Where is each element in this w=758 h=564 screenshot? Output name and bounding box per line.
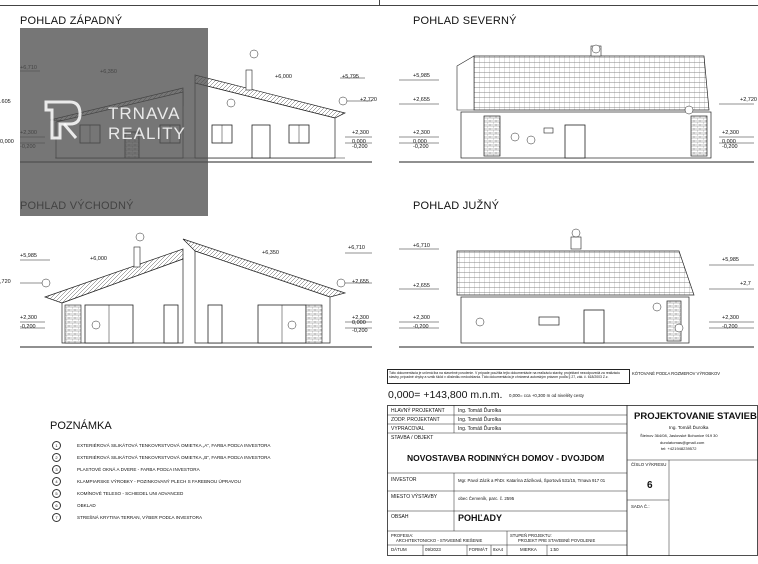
- east-level-right-1: +6,710: [348, 245, 365, 251]
- note-item: [52, 489, 183, 498]
- tb-label-format: FORMÁT: [469, 547, 488, 552]
- north-level-left-1: +5,985: [413, 73, 430, 79]
- east-level-right-3: +2,300: [352, 315, 369, 321]
- north-level-right-3: 0,000: [722, 139, 736, 145]
- sada-label: SADA Č.:: [631, 504, 650, 509]
- note-text: PLASTOVÉ OKNÁ A DVERE - FARBA PODĽA INVESTORA: [77, 467, 200, 472]
- view-title-west: POHLAD ZÁPADNÝ: [20, 15, 123, 27]
- south-elevation-drawing: [379, 225, 758, 360]
- north-level-right-1: +2,720: [740, 97, 757, 103]
- east-level-left-2: ,720: [0, 279, 11, 285]
- north-elevation-drawing: [379, 40, 758, 175]
- east-level-top-1: +6,000: [90, 256, 107, 262]
- south-level-right-1: +5,985: [722, 257, 739, 263]
- east-level-top-2: +6,350: [262, 250, 279, 256]
- south-level-left-2: +2,655: [413, 283, 430, 289]
- company-email: durolatomas@gmail.com: [660, 440, 705, 445]
- tb-value-miesto: obec Červeník, parc. č. 2595: [458, 496, 515, 501]
- west-level-left-2: .605: [0, 99, 11, 105]
- view-title-south: POHLAD JUŽNÝ: [413, 200, 500, 212]
- north-level-right-2: +2,300: [722, 130, 739, 136]
- tb-value-stavba: NOVOSTAVBA RODINNÝCH DOMOV - DVOJDOM: [407, 453, 605, 463]
- tb-value-obsah: POHĽADY: [458, 513, 503, 523]
- note-number: 3: [52, 465, 61, 474]
- note-number: 5: [52, 489, 61, 498]
- elevation-main: 0,000= +143,800 m.n.m.: [388, 389, 503, 401]
- note-number: 7: [52, 513, 61, 522]
- note-text: STREŠNÁ KRYTINA TERRAN, VÝBER PODĽA INVESTORA: [77, 515, 203, 520]
- watermark-line2: REALITY: [108, 124, 186, 143]
- note-number: 4: [52, 477, 61, 486]
- west-level-right-2: +2,720: [360, 97, 377, 103]
- note-text: EXTERIÉROVÁ SILIKÁTOVÁ TENKOVRSTVOVÁ OMIETKA „A“, FARBA PODĽA INVESTORA: [77, 443, 271, 448]
- tb-label-mierka: MIERKA: [520, 547, 537, 552]
- note-text: OBKLAD: [77, 503, 96, 508]
- south-level-right-4: -0,200: [722, 324, 738, 330]
- note-item: [52, 465, 200, 474]
- tb-label-profesia: PROFESIA:: [391, 533, 414, 538]
- tb-value-investor: Mgr. Pavol Zázik a PhDr. Katarína Zázíková, Športová 531/15, Trnava 917 01: [458, 478, 606, 483]
- east-level-left-4: -0,200: [20, 324, 36, 330]
- note-item: [52, 453, 271, 462]
- note-item: [52, 441, 271, 450]
- note-number: 1: [52, 441, 61, 450]
- watermark-overlay: [20, 28, 208, 216]
- east-level-right-2: +2,655: [352, 279, 369, 285]
- east-level-left-3: +2,300: [20, 315, 37, 321]
- elevation-note: 0,000= cca +0,300 m od niveléty cesty: [509, 393, 584, 398]
- cislo-label: ČÍSLO VÝKRESU: [631, 462, 667, 467]
- east-level-right-4: 0,000: [352, 320, 366, 326]
- note-number: 6: [52, 501, 61, 510]
- tb-label-zodp: ZODP. PROJEKTANT: [391, 417, 440, 423]
- north-level-left-4: 0,000: [413, 139, 427, 145]
- cislo-value: 6: [647, 480, 653, 491]
- tb-value-hlavny: Ing. Tomáš Ďurolka: [458, 408, 501, 414]
- top-tick: [379, 0, 380, 5]
- tb-value-zodp: Ing. Tomáš Ďurolka: [458, 417, 501, 423]
- company-person: Ing. Tomáš Ďurolka: [669, 425, 709, 430]
- note-item: [52, 477, 241, 486]
- tb-label-stavba: STAVBA / OBJEKT: [391, 435, 434, 441]
- south-level-left-3: +2,300: [413, 315, 430, 321]
- west-level-right-3: +2,300: [352, 130, 369, 136]
- west-level-left-4: 0,000: [0, 139, 14, 145]
- tb-label-obsah: OBSAH: [391, 514, 409, 520]
- note-text: KLAMPIARSKE VÝROBKY - POZINKOVANÝ PLECH S FAREBNOU ÚPRAVOU: [77, 479, 241, 484]
- south-level-right-3: +2,300: [722, 315, 739, 321]
- south-level-right-2: +2,7: [740, 281, 751, 287]
- company-name: PROJEKTOVANIE STAVIEB: [634, 411, 757, 422]
- disclaimer-box: Táto dokumentácia je určená iba na stavebné povolenie. V prípade použitia tejto dokumentácie na realizáciu stavby, projektant nezodpovedá za realizáciu stavby, prípadné chyby a vznik škôd v dôsledku nedodržania. Táto dokumentácia je chránená autorským právom podľa § 27, zák. č. 618/2003 Z.z.: [387, 369, 630, 384]
- east-elevation-drawing: [0, 225, 379, 360]
- tb-value-format: 8xA4: [493, 547, 504, 552]
- company-address: Šteinov 364/08, Jaslovské Bohunice 919 30: [640, 433, 718, 438]
- tb-value-profesia: ARCHITEKTONICKO - STAVEBNÉ RIEŠENIE: [396, 538, 483, 543]
- tb-value-mierka: 1:50: [550, 547, 559, 552]
- west-level-right-1: +5,795: [342, 74, 359, 80]
- note-item: [52, 513, 202, 522]
- view-title-north: POHLAD SEVERNÝ: [413, 15, 517, 27]
- north-level-right-4: -0,200: [722, 144, 738, 150]
- tb-label-miesto: MIESTO VÝSTAVBY: [391, 494, 438, 500]
- north-level-left-5: -0,200: [413, 144, 429, 150]
- tb-label-hlavny: HLAVNÝ PROJEKTANT: [391, 408, 445, 414]
- west-level-right-5: -0,200: [352, 144, 368, 150]
- company-tel: tel: +421948239572: [661, 446, 697, 451]
- tb-label-datum: DÁTUM: [391, 547, 407, 552]
- watermark-line1: TRNAVA: [108, 104, 181, 123]
- south-level-left-1: +6,710: [413, 243, 430, 249]
- west-level-right-4: 0,000: [352, 139, 366, 145]
- note-text: KOMÍNOVÉ TELESO - SCHIEDEL UNI ADVANCED: [77, 491, 184, 496]
- east-level-right-5: -0,200: [352, 328, 368, 334]
- north-level-left-2: +2,655: [413, 97, 430, 103]
- tb-value-stupen: PROJEKT PRE STAVEBNÉ POVOLENIE: [518, 538, 596, 543]
- tb-value-vypracoval: Ing. Tomáš Ďurolka: [458, 426, 501, 432]
- east-level-left-1: +5,985: [20, 253, 37, 259]
- top-border: [0, 5, 758, 6]
- north-level-left-3: +2,300: [413, 130, 430, 136]
- tb-label-vypracoval: VYPRACOVAL: [391, 426, 425, 432]
- note-number: 2: [52, 453, 61, 462]
- watermark-logo-icon: [42, 98, 84, 142]
- tb-value-datum: 09/2023: [425, 547, 441, 552]
- west-level-top-2: +6,000: [275, 74, 292, 80]
- notes-title: POZNÁMKA: [50, 420, 112, 432]
- tb-label-investor: INVESTOR: [391, 477, 417, 483]
- kotovanie-note: KÓTOVANÉ PODĽA ROZMEROV VÝROBKOV: [632, 371, 721, 376]
- tb-label-stupen: STUPEŇ PROJEKTU:: [510, 533, 552, 538]
- south-level-left-4: -0,200: [413, 324, 429, 330]
- note-item: [52, 501, 96, 510]
- note-text: EXTERIÉROVÁ SILIKÁTOVÁ TENKOVRSTVOVÁ OMIETKA „B“, FARBA PODĽA INVESTORA: [77, 455, 271, 460]
